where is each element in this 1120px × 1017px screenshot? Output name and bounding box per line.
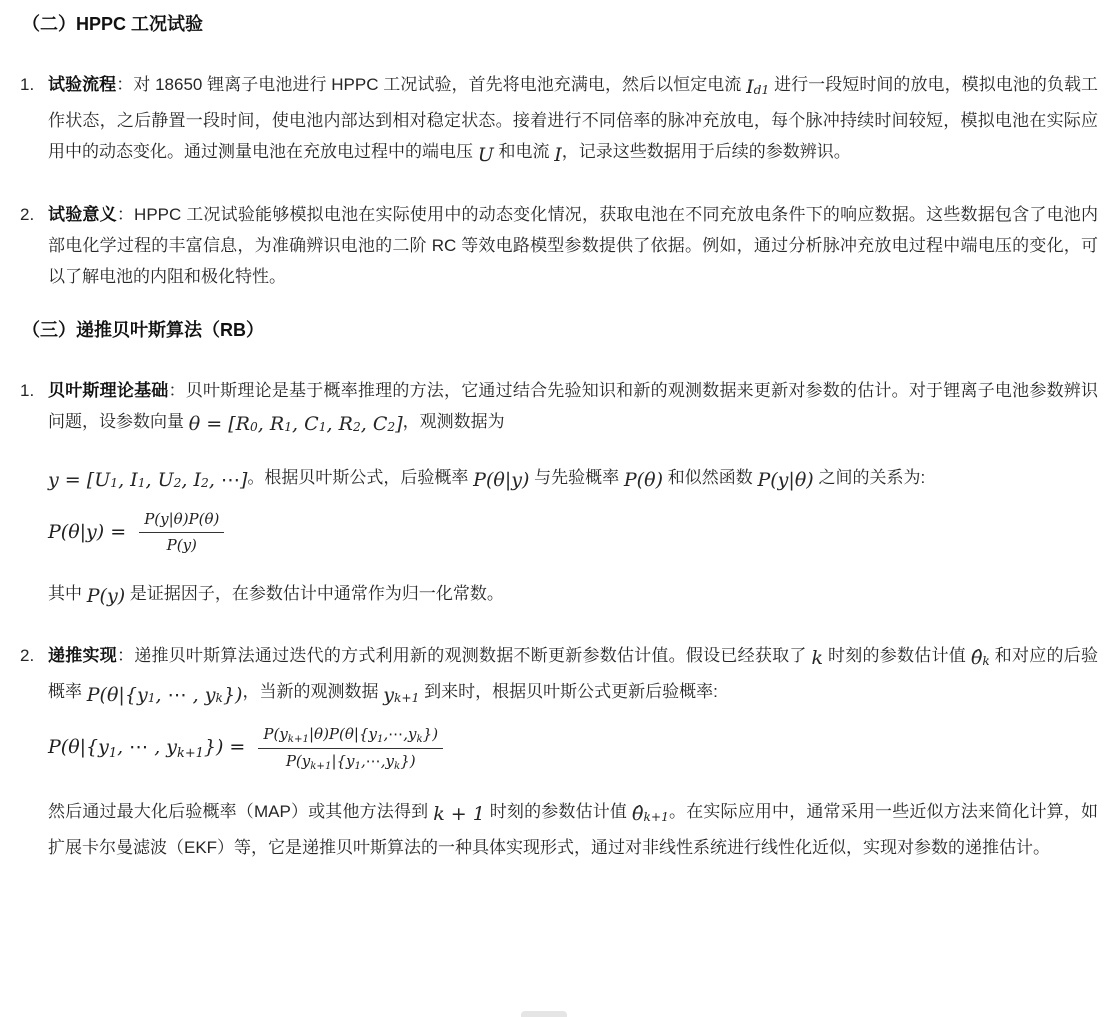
- formula-lhs: P(θ|{y1, ⋯ , yk+1}) =: [48, 735, 252, 761]
- paragraph-bayes-theory: 贝叶斯理论基础：贝叶斯理论是基于概率推理的方法，它通过结合先验知识和新的观测数据来更新对参数的估计。对于锂离子电池参数辨识问题，设参数向量 θ = [R0, R1, C1, R2, C2]，观测数据为: [48, 380, 1099, 436]
- list-item-body: [48, 199, 1098, 292]
- paragraph-observation-data: y = [U1, I1, U2, I2, ⋯]。根据贝叶斯公式，后验概率 P(θ|y) 与先验概率 P(θ) 和似然函数 P(y|θ) 之间的关系为:: [48, 467, 926, 492]
- list-item-body: [48, 375, 1098, 614]
- fraction: [258, 725, 443, 772]
- list-item-recursive-implementation: [20, 640, 1098, 863]
- recursive-bayes-formula: [48, 725, 1098, 772]
- section-recursive-bayes: [20, 318, 1098, 863]
- section-hppc: [20, 12, 1098, 292]
- paragraph-evidence-factor: 其中 P(y) 是证据因子，在参数估计中通常作为归一化常数。: [48, 583, 504, 608]
- fraction-denominator: P(y): [166, 535, 197, 554]
- fraction-numerator: P(yk+1|θ)P(θ|{y1,⋯,yk}): [258, 725, 443, 749]
- list-item-number: 1.: [20, 380, 35, 400]
- paragraph-map-ekf: 然后通过最大化后验概率（MAP）或其他方法得到 k + 1 时刻的参数估计值 θ̂k+1。在实际应用中，通常采用一些近似方法来简化计算，如扩展卡尔曼滤波（EKF）等，它是递推贝叶斯算法的一种具体实现形式，通过对非线性系统进行线性化近似，实现对参数的递推估计。: [48, 801, 1099, 858]
- list-item-body: [48, 69, 1098, 173]
- fraction-numerator: P(y|θ)P(θ): [139, 510, 224, 532]
- fraction: [139, 510, 224, 554]
- list-item-body: [48, 640, 1098, 863]
- fraction-denominator: P(yk+1|{y1,⋯,yk}): [285, 751, 416, 772]
- list-item-test-significance: [20, 199, 1098, 292]
- list-item-number: 2.: [20, 646, 35, 666]
- list-item-number: 1.: [20, 75, 35, 94]
- section-heading-hppc: （二）HPPC 工况试验: [22, 14, 204, 34]
- list-item-bayes-theory: [20, 375, 1098, 614]
- section-heading-rb: （三）递推贝叶斯算法（RB）: [22, 319, 264, 340]
- partially-visible-bottom-widget: [521, 1011, 567, 1017]
- list-item-test-procedure: [20, 69, 1098, 173]
- formula-lhs: P(θ|y) =: [48, 520, 133, 543]
- paragraph-test-significance: 试验意义：HPPC 工况试验能够模拟电池在实际使用中的动态变化情况，获取电池在不同充放电条件下的响应数据。这些数据包含了电池内部电化学过程的丰富信息，为准确辨识电池的二阶 RC 等效电路模型参数提供了依据。例如，通过分析脉冲充放电过程中端电压的变化，可以了解电池的内阻和极化特性。: [48, 204, 1099, 286]
- list-item-number: 2.: [20, 204, 35, 224]
- bayes-formula: [48, 510, 1098, 554]
- paragraph-recursive-implementation: 递推实现：递推贝叶斯算法通过迭代的方式利用新的观测数据不断更新参数估计值。假设已经获取了 k 时刻的参数估计值 θ̂k 和对应的后验概率 P(θ|{y1, ⋯ , yk})，当新的观测数据 yk+1 到来时，根据贝叶斯公式更新后验概率:: [48, 646, 1098, 706]
- paragraph-test-procedure: 试验流程：对 18650 锂离子电池进行 HPPC 工况试验，首先将电池充满电，然后以恒定电流 Id1 进行一段短时间的放电，模拟电池的负载工作状态，之后静置一段时间，使电池内部达到相对稳定状态。接着进行不同倍率的脉冲充放电，每个脉冲持续时间较短，模拟电池在实际应用中的动态变化。通过测量电池在充放电过程中的端电压 U 和电流 I，记录这些数据用于后续的参数辨识。: [48, 75, 1098, 166]
